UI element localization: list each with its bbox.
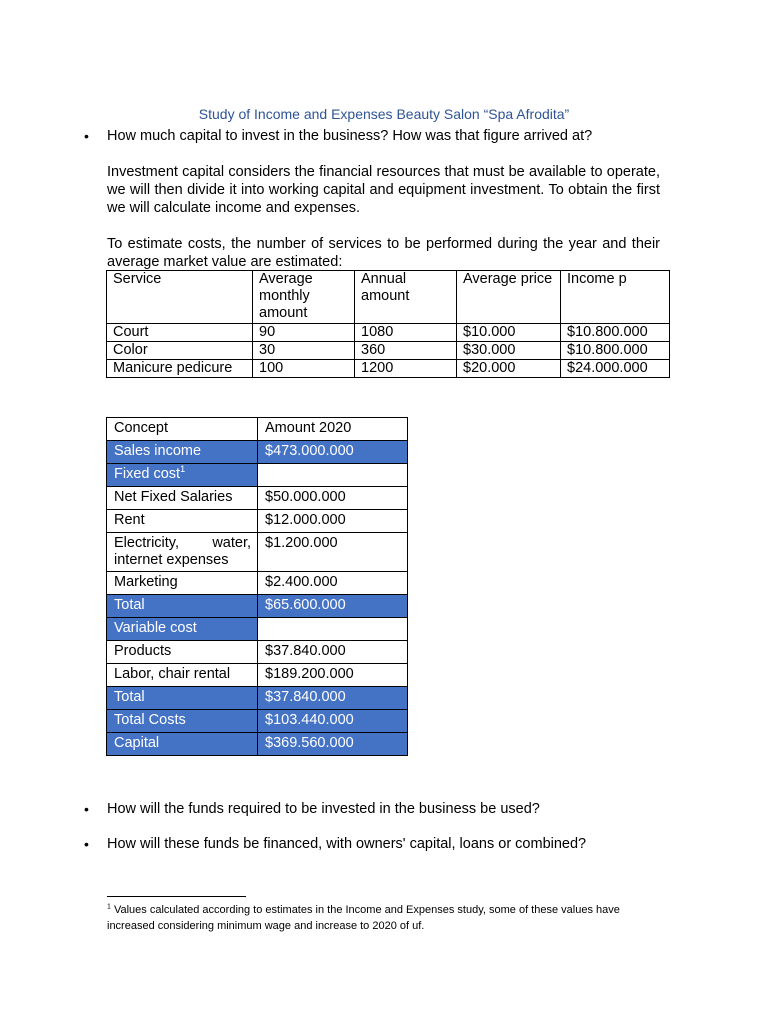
bullet-marker: • [84, 836, 89, 852]
amount-cell: $37.840.000 [258, 641, 408, 664]
question-funds-usage: How will the funds required to be invested in the business be used? [107, 801, 540, 817]
amount-cell: $103.440.000 [258, 710, 408, 733]
services-header-cell: Service [107, 271, 253, 324]
concept-header-cell: Concept [107, 418, 258, 441]
footnote [107, 902, 667, 934]
concept-header-row [107, 418, 408, 441]
amount-cell: $65.600.000 [258, 595, 408, 618]
amount-cell: $189.200.000 [258, 664, 408, 687]
footnote-reference: 1 [180, 464, 186, 475]
services-header-cell: Average price [457, 271, 561, 324]
table-cell: $20.000 [457, 360, 561, 378]
amount-cell [258, 464, 408, 487]
concept-cell: Total [107, 687, 258, 710]
amount-cell: $473.000.000 [258, 441, 408, 464]
question-capital: How much capital to invest in the business? How was that figure arrived at? [107, 128, 593, 144]
concept-cell: Total [107, 595, 258, 618]
table-cell: Court [107, 324, 253, 342]
table-cell: $30.000 [457, 342, 561, 360]
table-cell: 1080 [355, 324, 457, 342]
concept-cell: Net Fixed Salaries [107, 487, 258, 510]
table-row [107, 360, 670, 378]
table-row [107, 572, 408, 595]
table-cell: 1200 [355, 360, 457, 378]
services-header-cell: Annual amount [355, 271, 457, 324]
footnote-separator [107, 896, 246, 897]
table-row [107, 664, 408, 687]
table-row [107, 595, 408, 618]
table-cell: Color [107, 342, 253, 360]
services-header-cell: Average monthly amount [253, 271, 355, 324]
bullet-marker: • [84, 128, 89, 144]
concept-cell [107, 464, 258, 487]
paragraph-investment-capital: Investment capital considers the financial resources that must be available to operate, we will then divide it into working capital and equipment investment. To obtain the first we will calculate income and expenses. [107, 164, 660, 216]
question-funds-financing: How will these funds be financed, with owners' capital, loans or combined? [107, 836, 587, 852]
concept-cell: Electricity, water, internet expenses [107, 533, 258, 572]
table-cell: $10.000 [457, 324, 561, 342]
table-cell: 360 [355, 342, 457, 360]
table-row [107, 533, 408, 572]
amount-cell: $369.560.000 [258, 733, 408, 756]
concept-cell: Rent [107, 510, 258, 533]
amount-cell: $37.840.000 [258, 687, 408, 710]
services-header-row [107, 271, 670, 324]
concept-cell: Labor, chair rental [107, 664, 258, 687]
table-row [107, 641, 408, 664]
paragraph-estimate-costs: To estimate costs, the number of services to be performed during the year and their average market value are estimated: [107, 236, 660, 270]
concept-cell: Total Costs [107, 710, 258, 733]
amount-cell: $50.000.000 [258, 487, 408, 510]
table-row [107, 510, 408, 533]
concept-cell: Products [107, 641, 258, 664]
amount-cell: $12.000.000 [258, 510, 408, 533]
concept-cell: Marketing [107, 572, 258, 595]
table-row [107, 324, 670, 342]
table-row [107, 687, 408, 710]
concept-amount-table [106, 417, 408, 756]
amount-cell: $2.400.000 [258, 572, 408, 595]
table-cell: 90 [253, 324, 355, 342]
concept-cell: Sales income [107, 441, 258, 464]
table-cell: $10.800.000 [561, 342, 670, 360]
concept-cell: Variable cost [107, 618, 258, 641]
table-row [107, 342, 670, 360]
table-cell: Manicure pedicure [107, 360, 253, 378]
table-row [107, 487, 408, 510]
table-cell: 30 [253, 342, 355, 360]
table-cell: $10.800.000 [561, 324, 670, 342]
table-row [107, 733, 408, 756]
table-row [107, 710, 408, 733]
table-cell: 100 [253, 360, 355, 378]
concept-cell: Capital [107, 733, 258, 756]
table-row [107, 618, 408, 641]
footnote-mark: 1 [107, 903, 111, 911]
services-table [106, 270, 670, 378]
page-title: Study of Income and Expenses Beauty Salon “Spa Afrodita” [198, 106, 570, 122]
table-row [107, 464, 408, 487]
concept-label: Fixed cost [114, 466, 181, 482]
table-cell: $24.000.000 [561, 360, 670, 378]
amount-cell: $1.200.000 [258, 533, 408, 572]
footnote-text: Values calculated according to estimates in the Income and Expenses study, some of these values have increased considering minimum wage and increase to 2020 of uf. [107, 904, 620, 932]
table-row [107, 441, 408, 464]
amount-cell [258, 618, 408, 641]
bullet-marker: • [84, 801, 89, 817]
concept-header-cell: Amount 2020 [258, 418, 408, 441]
services-header-cell: Income p [561, 271, 670, 324]
